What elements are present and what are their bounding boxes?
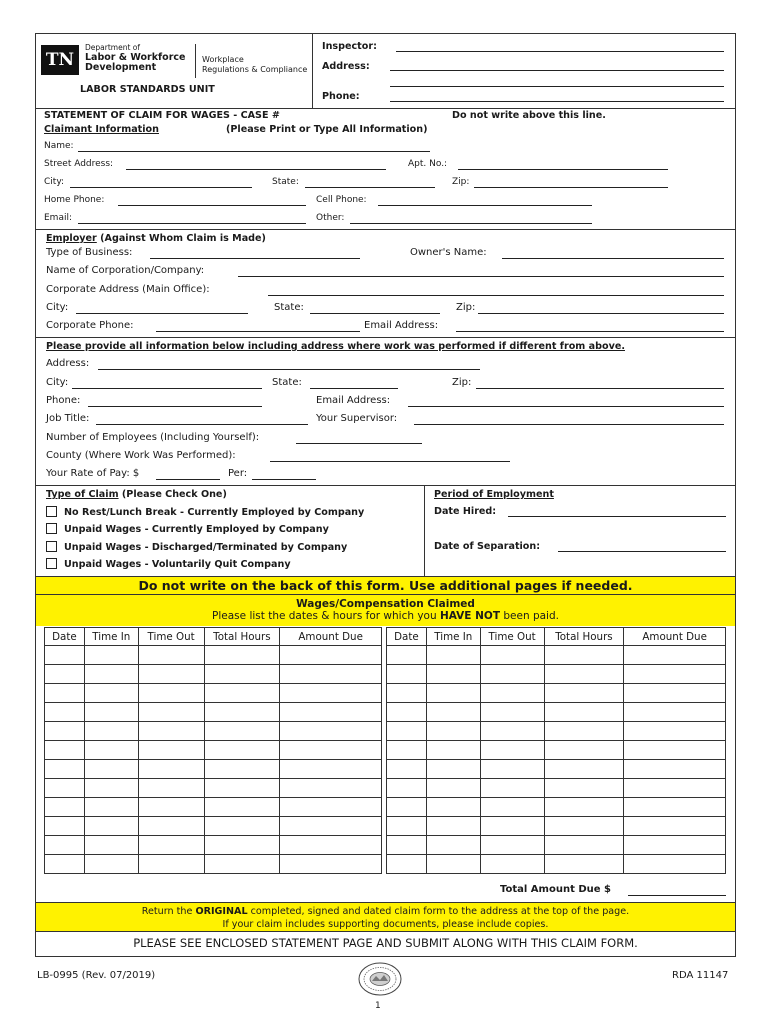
table-row bbox=[387, 760, 726, 779]
wage-cell[interactable] bbox=[45, 703, 85, 722]
wage-cell[interactable] bbox=[280, 779, 382, 798]
table-row bbox=[387, 855, 726, 874]
wage-cell[interactable] bbox=[480, 646, 544, 665]
unit-name: LABOR STANDARDS UNIT bbox=[80, 84, 215, 95]
header-divider bbox=[312, 33, 313, 109]
wage-cell[interactable] bbox=[544, 665, 624, 684]
wage-cell[interactable] bbox=[426, 779, 480, 798]
wage-cell[interactable] bbox=[204, 798, 280, 817]
wage-cell[interactable] bbox=[45, 741, 85, 760]
wage-cell[interactable] bbox=[84, 760, 138, 779]
wage-cell[interactable] bbox=[280, 722, 382, 741]
division-line2: Regulations & Compliance bbox=[202, 65, 308, 74]
wage-cell[interactable] bbox=[544, 703, 624, 722]
checkbox-icon[interactable] bbox=[46, 558, 57, 569]
wage-cell[interactable] bbox=[280, 798, 382, 817]
work-county-label: County (Where Work Was Performed): bbox=[46, 450, 236, 461]
wage-cell[interactable] bbox=[280, 741, 382, 760]
wage-cell[interactable] bbox=[280, 703, 382, 722]
logo-divider bbox=[195, 44, 196, 78]
return-line2: If your claim includes supporting documents, please include copies. bbox=[222, 919, 549, 930]
work-employees-line[interactable] bbox=[296, 443, 422, 444]
work-per-label: Per: bbox=[228, 468, 248, 479]
col-header-total-hours: Total Hours bbox=[544, 628, 624, 646]
total-amount-label: Total Amount Due $ bbox=[500, 884, 611, 895]
claimant-zip-label: Zip: bbox=[452, 177, 470, 187]
department-logo bbox=[41, 45, 191, 79]
claim-option-4[interactable] bbox=[46, 558, 291, 570]
wage-cell[interactable] bbox=[387, 855, 427, 874]
wages-header bbox=[36, 595, 735, 626]
work-bottom-rule bbox=[35, 485, 736, 486]
checkbox-icon[interactable] bbox=[46, 506, 57, 517]
col-header-total-hours: Total Hours bbox=[204, 628, 280, 646]
table-row bbox=[45, 665, 382, 684]
wage-cell[interactable] bbox=[204, 646, 280, 665]
wages-right-header-row bbox=[387, 628, 726, 646]
wage-cell[interactable] bbox=[387, 779, 427, 798]
employer-corp-phone-line[interactable] bbox=[156, 331, 360, 332]
claimant-street-label: Street Address: bbox=[44, 159, 114, 169]
table-row bbox=[45, 760, 382, 779]
wage-cell[interactable] bbox=[280, 817, 382, 836]
wage-cell[interactable] bbox=[387, 836, 427, 855]
claimant-name-line[interactable] bbox=[78, 151, 430, 152]
table-row bbox=[45, 741, 382, 760]
wage-cell[interactable] bbox=[45, 855, 85, 874]
work-email-line[interactable] bbox=[408, 406, 724, 407]
table-row bbox=[387, 798, 726, 817]
work-address-label: Address: bbox=[46, 358, 90, 369]
date-hired-line[interactable] bbox=[508, 516, 726, 517]
work-state-label: State: bbox=[272, 377, 302, 388]
state-seal-icon bbox=[358, 962, 402, 996]
claim-type-heading-main: Type of Claim bbox=[46, 489, 119, 500]
wage-cell[interactable] bbox=[387, 684, 427, 703]
employer-corp-phone-label: Corporate Phone: bbox=[46, 320, 134, 331]
employer-email-line[interactable] bbox=[456, 331, 724, 332]
col-header-time-in: Time In bbox=[426, 628, 480, 646]
checkbox-icon[interactable] bbox=[46, 523, 57, 534]
wage-cell[interactable] bbox=[426, 722, 480, 741]
wage-cell[interactable] bbox=[138, 779, 204, 798]
claim-option-3[interactable] bbox=[46, 541, 347, 553]
address-line-1[interactable] bbox=[390, 70, 724, 71]
table-row bbox=[387, 665, 726, 684]
rda-number: RDA 11147 bbox=[672, 970, 729, 981]
wage-cell[interactable] bbox=[204, 703, 280, 722]
wage-cell[interactable] bbox=[624, 646, 726, 665]
phone-label: Phone: bbox=[322, 91, 360, 102]
wage-cell[interactable] bbox=[544, 646, 624, 665]
wage-cell[interactable] bbox=[280, 760, 382, 779]
wage-cell[interactable] bbox=[204, 684, 280, 703]
col-header-time-out: Time Out bbox=[480, 628, 544, 646]
wage-cell[interactable] bbox=[138, 703, 204, 722]
employer-state-label: State: bbox=[274, 302, 304, 313]
inspector-label: Inspector: bbox=[322, 41, 377, 52]
claimant-email-line[interactable] bbox=[78, 223, 306, 224]
work-per-line[interactable] bbox=[252, 479, 316, 480]
statement-note: Do not write above this line. bbox=[452, 110, 606, 121]
work-heading: Please provide all information below including address where work was performed if different from above. bbox=[46, 341, 625, 352]
wage-cell[interactable] bbox=[426, 741, 480, 760]
employer-corp-address-line[interactable] bbox=[268, 295, 724, 296]
division-line1: Workplace bbox=[202, 55, 244, 64]
work-rate-line[interactable] bbox=[156, 479, 220, 480]
employer-heading bbox=[46, 233, 266, 244]
address-line-2[interactable] bbox=[390, 86, 724, 87]
wage-cell[interactable] bbox=[138, 817, 204, 836]
employer-type-label: Type of Business: bbox=[46, 247, 133, 258]
wage-cell[interactable] bbox=[387, 798, 427, 817]
wage-cell[interactable] bbox=[45, 779, 85, 798]
return-bold: ORIGINAL bbox=[195, 906, 248, 917]
work-supervisor-label: Your Supervisor: bbox=[316, 413, 398, 424]
wage-cell[interactable] bbox=[138, 836, 204, 855]
wage-cell[interactable] bbox=[624, 817, 726, 836]
col-header-amount-due: Amount Due bbox=[280, 628, 382, 646]
wages-subtitle bbox=[36, 610, 735, 622]
claimant-home-phone-line[interactable] bbox=[118, 205, 306, 206]
wage-cell[interactable] bbox=[204, 741, 280, 760]
checkbox-icon[interactable] bbox=[46, 541, 57, 552]
header-bottom-rule bbox=[35, 108, 736, 109]
claim-option-1-label: No Rest/Lunch Break - Currently Employed by Company bbox=[64, 507, 365, 518]
wage-cell[interactable] bbox=[426, 836, 480, 855]
enclosed-statement-note: PLEASE SEE ENCLOSED STATEMENT PAGE AND SUBMIT ALONG WITH THIS CLAIM FORM. bbox=[133, 936, 638, 950]
wage-cell[interactable] bbox=[138, 722, 204, 741]
employer-owner-line[interactable] bbox=[502, 258, 724, 259]
wage-cell[interactable] bbox=[624, 836, 726, 855]
col-header-time-in: Time In bbox=[84, 628, 138, 646]
employer-type-line[interactable] bbox=[150, 258, 360, 259]
col-header-date: Date bbox=[387, 628, 427, 646]
wage-cell[interactable] bbox=[624, 722, 726, 741]
wage-cell[interactable] bbox=[84, 741, 138, 760]
wage-cell[interactable] bbox=[204, 760, 280, 779]
dept-line1: Department of bbox=[85, 43, 140, 52]
claim-option-3-label: Unpaid Wages - Discharged/Terminated by Company bbox=[64, 542, 348, 553]
wage-cell[interactable] bbox=[480, 760, 544, 779]
employer-bottom-rule bbox=[35, 337, 736, 338]
work-employees-label: Number of Employees (Including Yourself): bbox=[46, 432, 260, 443]
wage-cell[interactable] bbox=[426, 684, 480, 703]
date-separation-line[interactable] bbox=[558, 551, 726, 552]
work-phone-label: Phone: bbox=[46, 395, 81, 406]
employer-state-line[interactable] bbox=[310, 313, 440, 314]
back-of-form-warning: Do not write on the back of this form. Use additional pages if needed. bbox=[36, 576, 735, 595]
wage-cell[interactable] bbox=[138, 855, 204, 874]
wage-cell[interactable] bbox=[84, 855, 138, 874]
claim-type-heading-rest: (Please Check One) bbox=[121, 489, 227, 500]
wage-cell[interactable] bbox=[45, 817, 85, 836]
table-row bbox=[45, 817, 382, 836]
wage-cell[interactable] bbox=[480, 798, 544, 817]
table-row bbox=[45, 646, 382, 665]
tn-logo-mark: TN bbox=[41, 45, 79, 75]
claim-option-1[interactable] bbox=[46, 506, 364, 518]
wage-cell[interactable] bbox=[45, 798, 85, 817]
wage-cell[interactable] bbox=[138, 798, 204, 817]
employment-heading: Period of Employment bbox=[434, 489, 554, 500]
wage-cell[interactable] bbox=[84, 646, 138, 665]
wage-cell[interactable] bbox=[280, 836, 382, 855]
wage-cell[interactable] bbox=[204, 855, 280, 874]
wages-table-left bbox=[44, 627, 382, 874]
claimant-state-line[interactable] bbox=[305, 187, 435, 188]
wage-cell[interactable] bbox=[84, 817, 138, 836]
table-row bbox=[45, 798, 382, 817]
wage-cell[interactable] bbox=[138, 741, 204, 760]
work-job-title-line[interactable] bbox=[96, 424, 308, 425]
table-row bbox=[387, 722, 726, 741]
wage-cell[interactable] bbox=[624, 703, 726, 722]
wage-cell[interactable] bbox=[624, 684, 726, 703]
division-name bbox=[202, 55, 307, 75]
return-instructions bbox=[36, 902, 735, 932]
wage-cell[interactable] bbox=[138, 760, 204, 779]
return-line1 bbox=[36, 905, 735, 918]
table-row bbox=[387, 703, 726, 722]
claimant-heading: Claimant Information bbox=[44, 124, 159, 135]
employer-zip-line[interactable] bbox=[478, 313, 724, 314]
wage-cell[interactable] bbox=[624, 760, 726, 779]
claimant-email-label: Email: bbox=[44, 213, 73, 223]
employer-corp-name-line[interactable] bbox=[238, 276, 724, 277]
wage-cell[interactable] bbox=[45, 760, 85, 779]
wage-cell[interactable] bbox=[387, 665, 427, 684]
wage-cell[interactable] bbox=[480, 722, 544, 741]
wages-subtitle-bold: HAVE NOT bbox=[439, 610, 501, 622]
wage-cell[interactable] bbox=[45, 684, 85, 703]
wages-title: Wages/Compensation Claimed bbox=[296, 598, 475, 610]
claimant-other-line[interactable] bbox=[350, 223, 592, 224]
wage-cell[interactable] bbox=[387, 646, 427, 665]
work-county-line[interactable] bbox=[270, 461, 510, 462]
wage-cell[interactable] bbox=[84, 665, 138, 684]
work-job-title-label: Job Title: bbox=[46, 413, 90, 424]
work-city-line[interactable] bbox=[72, 388, 262, 389]
wage-cell[interactable] bbox=[480, 684, 544, 703]
table-row bbox=[387, 836, 726, 855]
wage-cell[interactable] bbox=[426, 646, 480, 665]
wage-cell[interactable] bbox=[84, 779, 138, 798]
statement-title: STATEMENT OF CLAIM FOR WAGES - CASE # bbox=[44, 110, 280, 121]
wages-subtitle-pre: Please list the dates & hours for which you bbox=[212, 610, 440, 622]
date-separation-label: Date of Separation: bbox=[434, 541, 541, 552]
wage-cell[interactable] bbox=[544, 684, 624, 703]
table-row bbox=[387, 817, 726, 836]
employer-city-label: City: bbox=[46, 302, 69, 313]
wage-cell[interactable] bbox=[480, 665, 544, 684]
wage-cell[interactable] bbox=[138, 684, 204, 703]
employer-city-line[interactable] bbox=[76, 313, 248, 314]
table-row bbox=[45, 779, 382, 798]
wage-cell[interactable] bbox=[84, 836, 138, 855]
wage-cell[interactable] bbox=[138, 665, 204, 684]
claimant-bottom-rule bbox=[35, 229, 736, 230]
employer-corp-name-label: Name of Corporation/Company: bbox=[46, 265, 205, 276]
claimant-zip-line[interactable] bbox=[474, 187, 668, 188]
address-label: Address: bbox=[322, 61, 370, 72]
claim-period-divider bbox=[424, 485, 425, 576]
wage-cell[interactable] bbox=[387, 741, 427, 760]
work-zip-line[interactable] bbox=[476, 388, 724, 389]
wage-cell[interactable] bbox=[544, 855, 624, 874]
dept-line2: Labor & Workforce bbox=[85, 52, 186, 63]
wage-cell[interactable] bbox=[426, 817, 480, 836]
table-row bbox=[45, 836, 382, 855]
wage-cell[interactable] bbox=[280, 684, 382, 703]
claimant-apt-line[interactable] bbox=[458, 169, 668, 170]
employer-owner-label: Owner's Name: bbox=[410, 247, 487, 258]
claimant-street-line[interactable] bbox=[126, 169, 386, 170]
wages-left-header-row bbox=[45, 628, 382, 646]
wage-cell[interactable] bbox=[280, 646, 382, 665]
col-header-amount-due: Amount Due bbox=[624, 628, 726, 646]
wage-cell[interactable] bbox=[45, 665, 85, 684]
table-row bbox=[387, 684, 726, 703]
wages-table-right bbox=[386, 627, 726, 874]
wage-cell[interactable] bbox=[544, 798, 624, 817]
inspector-line[interactable] bbox=[396, 51, 724, 52]
claimant-city-label: City: bbox=[44, 177, 65, 187]
return-post: completed, signed and dated claim form to the address at the top of the page. bbox=[247, 906, 630, 917]
wage-cell[interactable] bbox=[280, 855, 382, 874]
work-rate-label: Your Rate of Pay: $ bbox=[46, 468, 140, 479]
wage-cell[interactable] bbox=[45, 722, 85, 741]
wage-cell[interactable] bbox=[426, 855, 480, 874]
wage-cell[interactable] bbox=[84, 684, 138, 703]
claimant-cell-phone-label: Cell Phone: bbox=[316, 195, 367, 205]
table-row bbox=[387, 741, 726, 760]
dept-line3: Development bbox=[85, 62, 157, 73]
wage-cell[interactable] bbox=[138, 646, 204, 665]
claim-option-4-label: Unpaid Wages - Voluntarily Quit Company bbox=[64, 559, 291, 570]
wage-cell[interactable] bbox=[624, 665, 726, 684]
table-row bbox=[387, 779, 726, 798]
claim-option-2[interactable] bbox=[46, 523, 329, 535]
claim-type-heading bbox=[46, 489, 227, 500]
wage-cell[interactable] bbox=[544, 722, 624, 741]
return-pre: Return the bbox=[141, 906, 196, 917]
wage-cell[interactable] bbox=[480, 703, 544, 722]
wage-cell[interactable] bbox=[387, 817, 427, 836]
wage-cell[interactable] bbox=[544, 817, 624, 836]
wage-cell[interactable] bbox=[426, 703, 480, 722]
wage-cell[interactable] bbox=[624, 779, 726, 798]
employer-heading-main: Employer bbox=[46, 233, 97, 244]
work-phone-line[interactable] bbox=[88, 406, 262, 407]
page-number: 1 bbox=[375, 1001, 381, 1011]
wage-cell[interactable] bbox=[84, 798, 138, 817]
wage-cell[interactable] bbox=[204, 817, 280, 836]
wage-cell[interactable] bbox=[544, 741, 624, 760]
wage-cell[interactable] bbox=[204, 665, 280, 684]
table-row bbox=[45, 855, 382, 874]
work-city-label: City: bbox=[46, 377, 69, 388]
wage-cell[interactable] bbox=[544, 836, 624, 855]
work-address-line[interactable] bbox=[98, 369, 480, 370]
form-number: LB-0995 (Rev. 07/2019) bbox=[37, 970, 156, 981]
claim-option-2-label: Unpaid Wages - Currently Employed by Company bbox=[64, 524, 329, 535]
wage-cell[interactable] bbox=[624, 855, 726, 874]
wage-cell[interactable] bbox=[204, 779, 280, 798]
wage-cell[interactable] bbox=[45, 646, 85, 665]
wage-cell[interactable] bbox=[426, 798, 480, 817]
claimant-cell-phone-line[interactable] bbox=[378, 205, 592, 206]
table-row bbox=[45, 722, 382, 741]
dept-name bbox=[85, 43, 185, 73]
total-amount-line[interactable] bbox=[628, 895, 726, 896]
phone-line[interactable] bbox=[390, 101, 724, 102]
claimant-home-phone-label: Home Phone: bbox=[44, 195, 105, 205]
wage-cell[interactable] bbox=[624, 741, 726, 760]
claimant-state-label: State: bbox=[272, 177, 299, 187]
wage-cell[interactable] bbox=[624, 798, 726, 817]
wage-cell[interactable] bbox=[204, 836, 280, 855]
wage-cell[interactable] bbox=[84, 703, 138, 722]
work-supervisor-line[interactable] bbox=[414, 424, 724, 425]
wage-cell[interactable] bbox=[480, 779, 544, 798]
claimant-apt-label: Apt. No.: bbox=[408, 159, 448, 169]
wage-cell[interactable] bbox=[387, 760, 427, 779]
wage-cell[interactable] bbox=[204, 722, 280, 741]
wage-cell[interactable] bbox=[426, 665, 480, 684]
employer-heading-rest: (Against Whom Claim is Made) bbox=[100, 233, 266, 244]
table-row bbox=[45, 684, 382, 703]
wage-cell[interactable] bbox=[480, 741, 544, 760]
employer-email-label: Email Address: bbox=[364, 320, 439, 331]
table-row bbox=[387, 646, 726, 665]
claimant-city-line[interactable] bbox=[70, 187, 252, 188]
table-row bbox=[45, 703, 382, 722]
wage-cell[interactable] bbox=[426, 760, 480, 779]
wage-cell[interactable] bbox=[480, 817, 544, 836]
wage-cell[interactable] bbox=[387, 722, 427, 741]
work-zip-label: Zip: bbox=[452, 377, 472, 388]
wage-cell[interactable] bbox=[84, 722, 138, 741]
col-header-time-out: Time Out bbox=[138, 628, 204, 646]
wage-cell[interactable] bbox=[480, 855, 544, 874]
work-state-line[interactable] bbox=[310, 388, 398, 389]
wage-cell[interactable] bbox=[387, 703, 427, 722]
wage-cell[interactable] bbox=[280, 665, 382, 684]
wage-cell[interactable] bbox=[544, 779, 624, 798]
employer-zip-label: Zip: bbox=[456, 302, 476, 313]
col-header-date: Date bbox=[45, 628, 85, 646]
claimant-instruction: (Please Print or Type All Information) bbox=[226, 124, 428, 135]
wages-subtitle-post: been paid. bbox=[500, 610, 559, 622]
wage-cell[interactable] bbox=[544, 760, 624, 779]
date-hired-label: Date Hired: bbox=[434, 506, 497, 517]
wage-cell[interactable] bbox=[480, 836, 544, 855]
claimant-other-label: Other: bbox=[316, 213, 345, 223]
wage-cell[interactable] bbox=[45, 836, 85, 855]
work-email-label: Email Address: bbox=[316, 395, 391, 406]
employer-corp-address-label: Corporate Address (Main Office): bbox=[46, 284, 210, 295]
claimant-name-label: Name: bbox=[44, 141, 74, 151]
